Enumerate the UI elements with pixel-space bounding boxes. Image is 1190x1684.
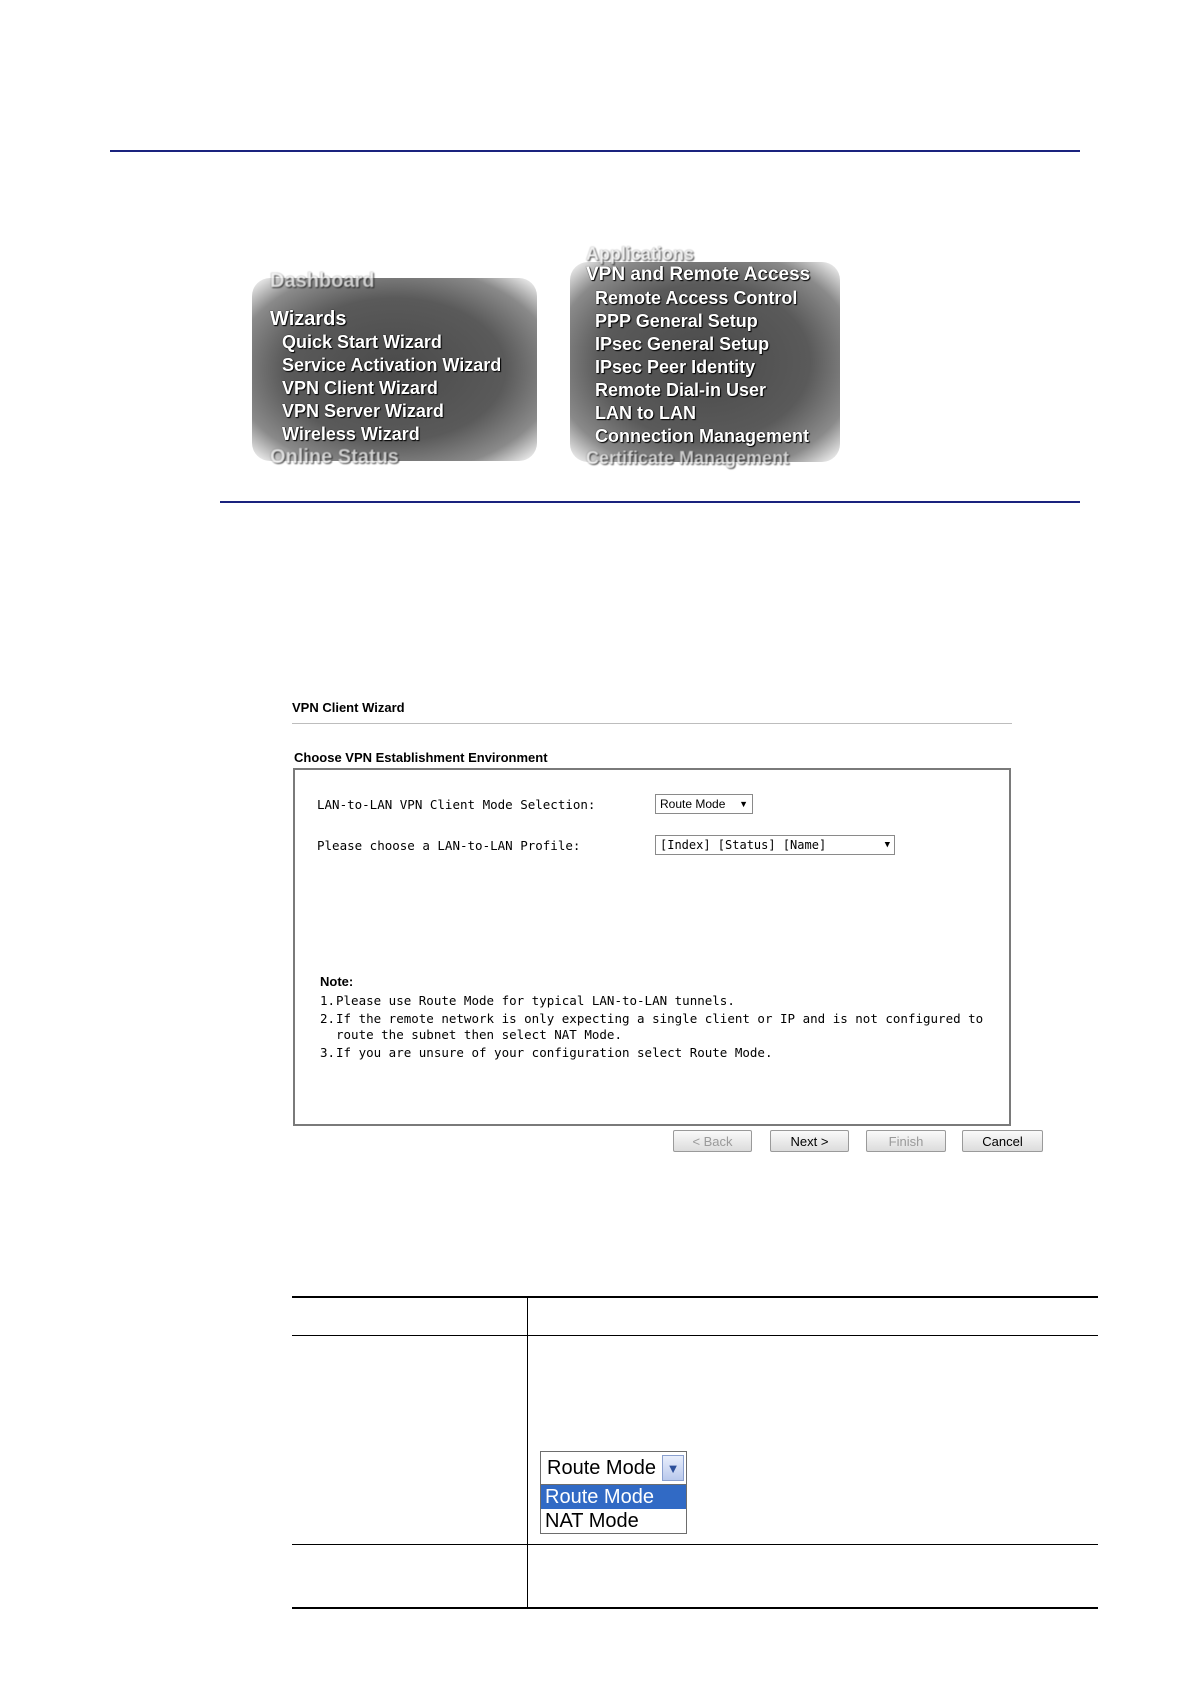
menu-item-applications: Applications	[586, 244, 695, 264]
profile-value: [Index] [Status] [Name]	[660, 838, 827, 852]
table-row-rule	[292, 1544, 1098, 1545]
menu-item-online-status: Online Status	[270, 446, 399, 468]
menu-item-remote-access-control[interactable]: Remote Access Control	[595, 288, 798, 308]
menu-item-certificate-management: Certificate Management	[586, 448, 790, 468]
dropdown-header[interactable]	[541, 1452, 686, 1485]
dropdown-option-route-mode[interactable]: Route Mode	[541, 1485, 686, 1509]
notes-title: Note:	[320, 974, 354, 989]
table-top-rule	[292, 1296, 1098, 1298]
mode-selection-label: LAN-to-LAN VPN Client Mode Selection:	[317, 797, 596, 812]
back-button[interactable]: < Back	[673, 1130, 752, 1152]
menu-item-quick-start-wizard[interactable]: Quick Start Wizard	[282, 332, 442, 352]
caret-down-icon: ▼	[884, 840, 890, 850]
note-item: 3. If you are unsure of your configuration select Route Mode.	[320, 1045, 773, 1060]
menu-item-ipsec-peer-identity[interactable]: IPsec Peer Identity	[595, 357, 756, 377]
section-rule	[220, 501, 1080, 503]
vpn-menu-screenshot	[570, 244, 840, 468]
wizard-title-divider	[292, 723, 1012, 724]
caret-down-icon: ▼	[739, 799, 748, 809]
menu-item-remote-dial-in-user[interactable]: Remote Dial-in User	[595, 380, 767, 400]
menu-item-ppp-general-setup[interactable]: PPP General Setup	[595, 311, 758, 331]
mode-selection-select[interactable]	[655, 794, 753, 814]
profile-select[interactable]	[655, 835, 895, 855]
menu-item-ipsec-general-setup[interactable]: IPsec General Setup	[595, 334, 770, 354]
note-item: 2. If the remote network is only expecting a single client or IP and is not configured to route the subnet then select NAT Mode.	[320, 1011, 984, 1042]
header-rule	[110, 150, 1080, 152]
wizards-menu-screenshot	[252, 270, 537, 468]
table-column-divider	[527, 1296, 528, 1609]
wizard-title: VPN Client Wizard	[292, 700, 405, 715]
section-title: Choose VPN Establishment Environment	[294, 750, 548, 765]
menu-item-vpn-server-wizard[interactable]: VPN Server Wizard	[282, 401, 444, 421]
finish-button[interactable]: Finish	[866, 1130, 946, 1152]
note-item: 1. Please use Route Mode for typical LAN-to-LAN tunnels.	[320, 993, 735, 1008]
profile-label: Please choose a LAN-to-LAN Profile:	[317, 838, 581, 853]
menu-item-vpn-client-wizard[interactable]: VPN Client Wizard	[282, 378, 438, 398]
mode-dropdown-figure	[540, 1451, 687, 1534]
chevron-down-icon[interactable]: ▼	[662, 1455, 684, 1481]
menu-heading-vpn-remote-access[interactable]: VPN and Remote Access	[586, 264, 811, 285]
menu-item-wireless-wizard[interactable]: Wireless Wizard	[282, 424, 420, 444]
notes-block	[320, 974, 990, 1063]
menu-item-service-activation-wizard[interactable]: Service Activation Wizard	[282, 355, 502, 375]
table-header-rule	[292, 1335, 1098, 1336]
menu-heading-wizards[interactable]: Wizards	[270, 308, 347, 330]
dropdown-option-nat-mode[interactable]: NAT Mode	[545, 1509, 639, 1532]
mode-selection-value: Route Mode	[660, 797, 726, 811]
wizard-panel	[293, 768, 1011, 1126]
cancel-button[interactable]: Cancel	[962, 1130, 1043, 1152]
dropdown-selected-value: Route Mode	[547, 1456, 656, 1479]
menu-item-dashboard: Dashboard	[270, 270, 375, 292]
next-button[interactable]: Next >	[770, 1130, 849, 1152]
table-bottom-rule	[292, 1607, 1098, 1609]
menu-item-lan-to-lan[interactable]: LAN to LAN	[595, 403, 696, 423]
menu-item-connection-management[interactable]: Connection Management	[595, 426, 810, 446]
